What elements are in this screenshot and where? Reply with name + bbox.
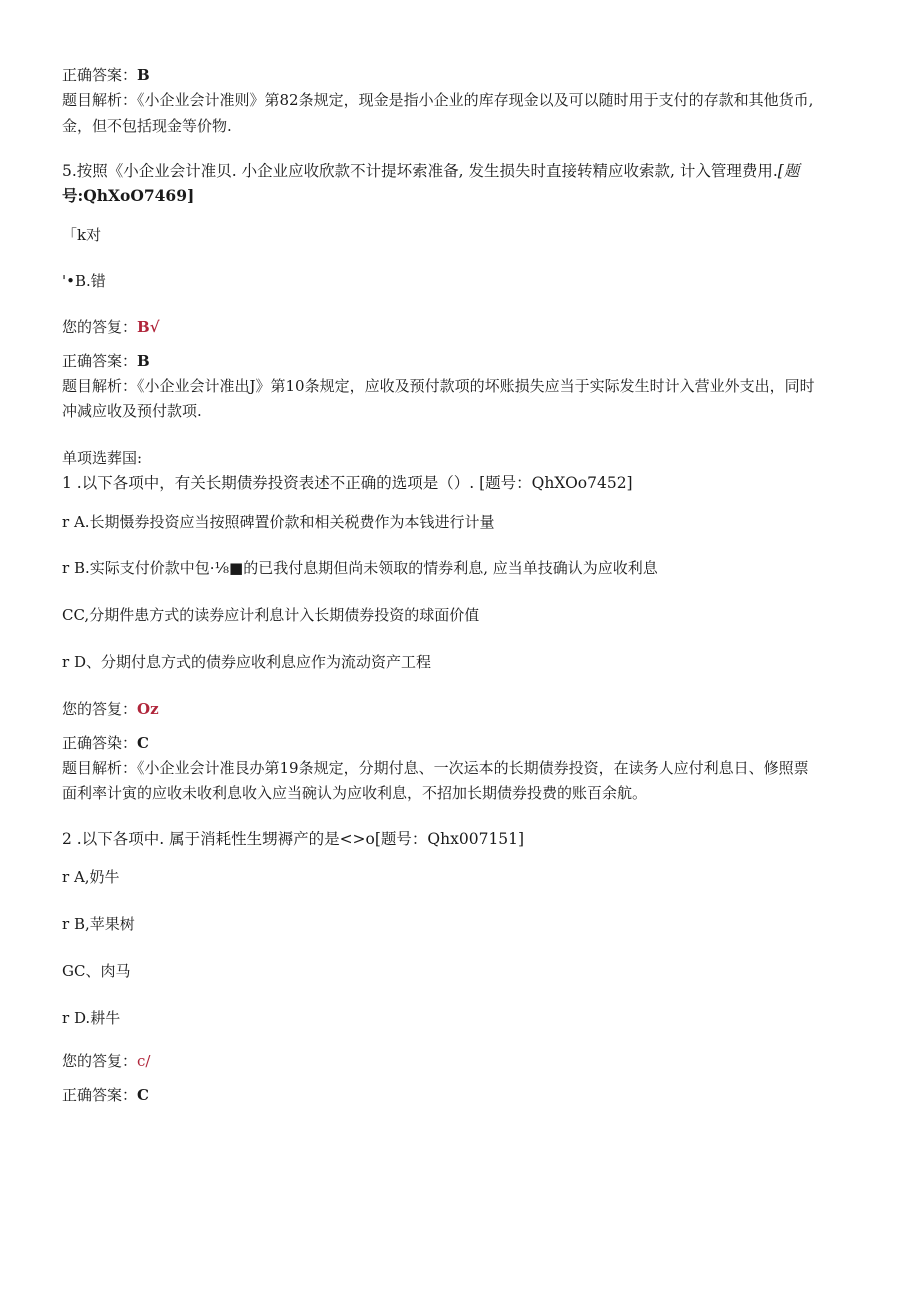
your-answer-label: 您的答复： bbox=[62, 1052, 138, 1070]
your-answer-row bbox=[62, 316, 160, 338]
option-c[interactable]: CC,分期件患方式的读券应计利息计入长期债券投资的球面价值 bbox=[62, 606, 480, 624]
correct-answer-value: B bbox=[137, 352, 150, 370]
correct-answer-label: 正确答案： bbox=[62, 1086, 138, 1104]
option-a[interactable]: 「k对 bbox=[62, 226, 102, 244]
question-title: 1 .以下各项中，有关长期债券投资表述不正确的选项是（）. [题号：QhXOo7452] bbox=[62, 474, 633, 492]
correct-answer-value: C bbox=[137, 734, 149, 752]
your-answer-row bbox=[62, 1050, 150, 1072]
analysis-text: 题目解析：《小企业会计准则》第82条规定，现金是指小企业的库存现金以及可以随时用于支付的存款和其他货币, bbox=[62, 91, 814, 109]
question-title-cont bbox=[62, 185, 194, 207]
analysis-text-cont: 冲减应收及预付款项. bbox=[62, 402, 202, 420]
question-title bbox=[62, 160, 799, 182]
option-d[interactable]: r D、分期付息方式的债券应收利息应作为流动资产工程 bbox=[62, 653, 431, 671]
your-answer-label: 您的答复： bbox=[62, 318, 138, 336]
correct-answer-label: 正确答染： bbox=[62, 734, 138, 752]
analysis-text: 题目解析：《小企业会计准艮办第19条规定，分期付息、一次运本的长期债券投资，在读务人应付利息日、修照票 bbox=[62, 759, 809, 777]
your-answer-value: c/ bbox=[137, 1052, 151, 1070]
analysis-text-cont: 面利率计寅的应收未收利息收入应当碗认为应收利息，不招加长期债券投费的账百余航。 bbox=[62, 784, 648, 802]
option-a[interactable]: r A,奶牛 bbox=[62, 868, 120, 886]
question-number: 号:QhXoO7469] bbox=[62, 186, 195, 205]
question-tag: [题 bbox=[777, 162, 800, 180]
section-title: 单项选葬国: bbox=[62, 449, 143, 467]
correct-answer-label: 正确答案： bbox=[62, 66, 138, 84]
your-answer-value: B√ bbox=[137, 318, 160, 336]
option-c[interactable]: GC、肉马 bbox=[62, 962, 131, 980]
your-answer-row bbox=[62, 698, 159, 720]
your-answer-label: 您的答复： bbox=[62, 700, 138, 718]
analysis-text: 题目解析：《小企业会计准出J》第10条规定，应收及预付款项的坏账损失应当于实际发生时计入营业外支出，同时 bbox=[62, 377, 815, 395]
question-title: 2 .以下各项中. 属于消耗性生甥褥产的是<>o[题号：Qhx007151] bbox=[62, 830, 525, 848]
correct-answer-row bbox=[62, 64, 150, 86]
analysis-text-cont: 金，但不包括现金等价物. bbox=[62, 117, 232, 135]
option-b[interactable]: '•B.错 bbox=[62, 272, 106, 290]
correct-answer-value: B bbox=[137, 66, 150, 84]
option-d[interactable]: r D.耕牛 bbox=[62, 1009, 121, 1027]
correct-answer-value: C bbox=[137, 1086, 149, 1104]
correct-answer-row bbox=[62, 350, 150, 372]
your-answer-value: Oz bbox=[137, 700, 159, 718]
option-b[interactable]: r B,苹果树 bbox=[62, 915, 135, 933]
question-title-text: 5.按照《小企业会计准贝. 小企业应收欣款不计提坏索准备, 发生损失时直接转精应收索款, 计入管理费用. bbox=[62, 162, 778, 180]
correct-answer-label: 正确答案： bbox=[62, 352, 138, 370]
correct-answer-row bbox=[62, 732, 149, 754]
correct-answer-row bbox=[62, 1084, 149, 1106]
option-a[interactable]: r A.长期慑券投资应当按照碑置价款和相关税费作为本钱进行计量 bbox=[62, 513, 495, 531]
option-b[interactable]: r B.实际支付价款中包·⅛■的已我付息期但尚未领取的情券利息, 应当单技确认为应收利息 bbox=[62, 559, 658, 577]
